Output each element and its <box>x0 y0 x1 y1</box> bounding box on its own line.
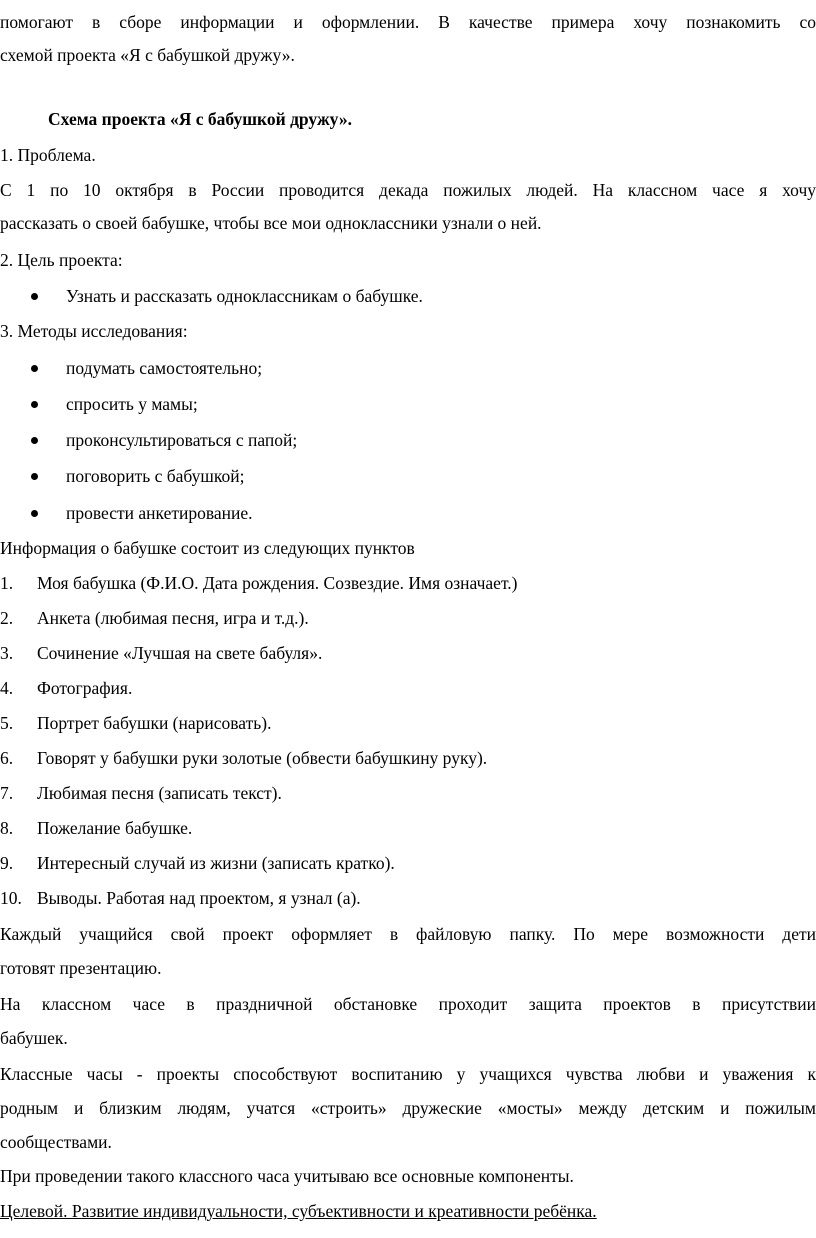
paragraph-3-line-3: сообществами. <box>0 1132 112 1152</box>
info-item-text: Моя бабушка (Ф.И.О. Дата рождения. Созвездие. Имя означает.) <box>37 573 518 593</box>
problem-line-2: рассказать о своей бабушке, чтобы все мои одноклассники узнали о ней. <box>0 213 542 233</box>
bullet-icon <box>31 473 38 480</box>
info-item-number: 3. <box>0 643 14 663</box>
info-item-number: 2. <box>0 608 14 628</box>
info-item-text: Выводы. Работая над проектом, я узнал (а). <box>37 888 361 908</box>
goal-item-text: Узнать и рассказать одноклассникам о бабушке. <box>66 286 423 306</box>
info-item-text: Пожелание бабушке. <box>37 818 193 838</box>
info-item-number: 9. <box>0 853 14 873</box>
goal-heading: 2. Цель проекта: <box>0 250 123 270</box>
bullet-icon <box>31 293 38 300</box>
info-item-number: 10. <box>0 888 22 908</box>
info-item-number: 7. <box>0 783 14 803</box>
info-item-text: Портрет бабушки (нарисовать). <box>37 713 272 733</box>
paragraph-3-line-1: Классные часы - проекты способствуют воспитанию у учащихся чувства любви и уважения к <box>0 1064 816 1084</box>
methods-item-text: подумать самостоятельно; <box>66 358 263 378</box>
methods-item-text: поговорить с бабушкой; <box>66 466 245 486</box>
methods-heading: 3. Методы исследования: <box>0 321 188 341</box>
info-item-text: Анкета (любимая песня, игра и т.д.). <box>37 608 309 628</box>
info-item-text: Сочинение «Лучшая на свете бабуля». <box>37 643 323 663</box>
methods-item-text: спросить у мамы; <box>66 394 198 414</box>
paragraph-5: Целевой. Развитие индивидуальности, субъективности и креативности ребёнка. <box>0 1201 597 1221</box>
bullet-icon <box>31 510 38 517</box>
paragraph-2-line-2: бабушек. <box>0 1028 68 1048</box>
info-item-number: 5. <box>0 713 14 733</box>
bullet-icon <box>31 401 38 408</box>
paragraph-1-line-2: готовят презентацию. <box>0 958 162 978</box>
paragraph-3-line-2: родным и близким людям, учатся «строить» дружеские «мосты» между детским и пожилым <box>0 1098 816 1118</box>
paragraph-4: При проведении такого классного часа учитываю все основные компоненты. <box>0 1166 574 1186</box>
project-title: Схема проекта «Я с бабушкой дружу». <box>48 109 352 129</box>
info-heading: Информация о бабушке состоит из следующих пунктов <box>0 538 415 558</box>
info-item-text: Интересный случай из жизни (записать кратко). <box>37 853 395 873</box>
intro-line-2: схемой проекта «Я с бабушкой дружу». <box>0 45 295 65</box>
info-item-text: Говорят у бабушки руки золотые (обвести бабушкину руку). <box>37 748 488 768</box>
info-item-number: 8. <box>0 818 14 838</box>
info-item-text: Фотография. <box>37 678 133 698</box>
bullet-icon <box>31 365 38 372</box>
info-item-text: Любимая песня (записать текст). <box>37 783 282 803</box>
info-item-number: 4. <box>0 678 14 698</box>
methods-item-text: проконсультироваться с папой; <box>66 430 298 450</box>
paragraph-1-line-1: Каждый учащийся свой проект оформляет в файловую папку. По мере возможности дети <box>0 924 816 944</box>
intro-line-1: помогают в сборе информации и оформлении. В качестве примера хочу познакомить со <box>0 12 816 32</box>
methods-item-text: провести анкетирование. <box>66 503 253 523</box>
bullet-icon <box>31 437 38 444</box>
paragraph-2-line-1: На классном часе в праздничной обстановке проходит защита проектов в присутствии <box>0 994 816 1014</box>
info-item-number: 6. <box>0 748 14 768</box>
info-item-number: 1. <box>0 573 14 593</box>
problem-line-1: С 1 по 10 октября в России проводится декада пожилых людей. На классном часе я хочу <box>0 180 816 200</box>
problem-heading: 1. Проблема. <box>0 145 96 165</box>
